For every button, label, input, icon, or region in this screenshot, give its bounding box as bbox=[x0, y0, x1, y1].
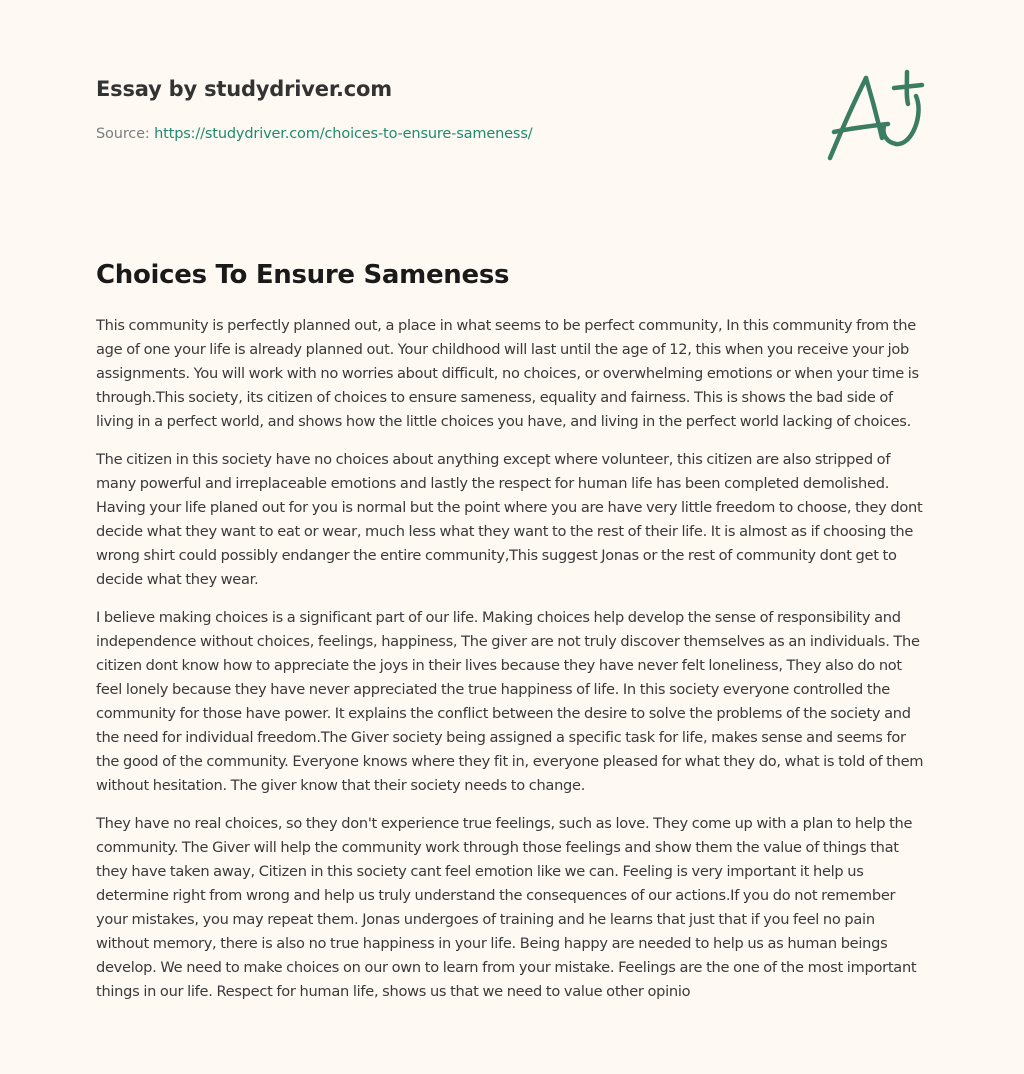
source-label: Source: bbox=[96, 126, 150, 142]
source-line bbox=[96, 124, 796, 144]
source-link[interactable]: https://studydriver.com/choices-to-ensure-sameness/ bbox=[154, 126, 533, 142]
essay-paragraph: This community is perfectly planned out, a place in what seems to be perfect community, In this community from the age of one your life is already planned out. Your childhood will last until the age of 12, this when you receive your job assignments. You will work with no worries about difficult, no choices, or overwhelming emotions or when your time is through.This society, its citizen of choices to ensure sameness, equality and fairness. This is shows the bad side of living in a perfect world, and shows how the little choices you have, and living in the perfect world lacking of choices. bbox=[96, 317, 919, 430]
essay-content bbox=[96, 256, 930, 1018]
site-title: Essay by studydriver.com bbox=[96, 77, 392, 101]
a-plus-grade-icon bbox=[822, 66, 930, 166]
essay-body bbox=[96, 314, 930, 1004]
essay-title: Choices To Ensure Sameness bbox=[96, 260, 510, 290]
page-header bbox=[96, 74, 796, 144]
essay-paragraph: The citizen in this society have no choices about anything except where volunteer, this citizen are also stripped of many powerful and irreplaceable emotions and lastly the respect for human life has been completed demolished. Having your life planed out for you is normal but the point where you are have very little freedom to choose, they dont decide what they want to eat or wear, much less what they want to the rest of their life. It is almost as if choosing the wrong shirt could possibly endanger the entire community,This suggest Jonas or the rest of community dont get to decide what they wear. bbox=[96, 451, 923, 588]
essay-paragraph: They have no real choices, so they don't experience true feelings, such as love. They come up with a plan to help the community. The Giver will help the community work through those feelings and show them the value of things that they have taken away, Citizen in this society cant feel emotion like we can. Feeling is very important it help us determine right from wrong and help us truly understand the consequences of our actions.If you do not remember your mistakes, you may repeat them. Jonas undergoes of training and he learns that just that if you feel no pain without memory, there is also no true happiness in your life. Being happy are needed to help us as human beings develop. We need to make choices on our own to learn from your mistake. Feelings are the one of the most important things in our life. Respect for human life, shows us that we need to value other opinio bbox=[96, 815, 917, 1000]
essay-paragraph: I believe making choices is a significant part of our life. Making choices help develop the sense of responsibility and independence without choices, feelings, happiness, The giver are not truly discover themselves as an individuals. The citizen dont know how to appreciate the joys in their lives because they have never felt loneliness, They also do not feel lonely because they have never appreciated the true happiness of life. In this society everyone controlled the community for those have power. It explains the conflict between the desire to solve the problems of the society and the need for individual freedom.The Giver society being assigned a specific task for life, makes sense and seems for the good of the community. Everyone knows where they fit in, everyone pleased for what they do, what is told of them without hesitation. The giver know that their society needs to change. bbox=[96, 609, 924, 794]
